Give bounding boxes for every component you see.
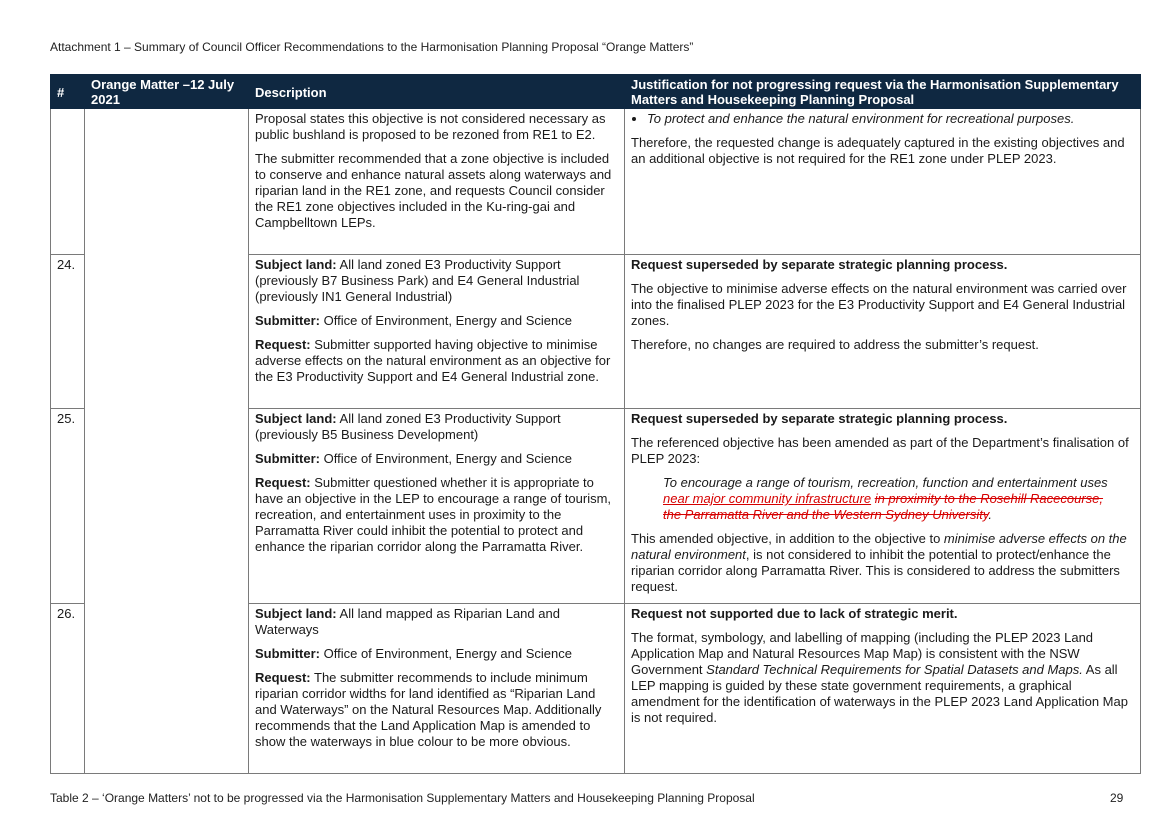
justification-heading: Request not supported due to lack of strategic merit. xyxy=(631,606,958,621)
quote-text: To encourage a range of tourism, recreation, function and entertainment uses xyxy=(663,475,1108,490)
submitter-text: Office of Environment, Energy and Science xyxy=(320,313,572,328)
col-header-number: # xyxy=(51,75,85,109)
subject-text: All land mapped as Riparian Land and Waterways xyxy=(255,606,560,637)
description-cell xyxy=(249,109,625,255)
col-header-description: Description xyxy=(249,75,625,109)
justification-text: As all LEP mapping is guided by these state government requirements, a graphical amendment for the identification of waterways in the PLEP 2023 Land Application Map is not required. xyxy=(631,662,1128,725)
objective-list xyxy=(631,111,1134,127)
description-paragraph: The submitter recommended that a zone objective is included to conserve and enhance natural assets along waterways and riparian land in the RE1 zone, and requests Council consider the RE1 zone objectives included in the Ku-ring-gai and Campbelltown LEPs. xyxy=(255,151,612,230)
row-number: 24. xyxy=(51,255,85,409)
quote-end: . xyxy=(988,507,993,522)
submitter-text: Office of Environment, Energy and Science xyxy=(320,451,572,466)
request-label: Request: xyxy=(255,475,311,490)
page-header: Attachment 1 – Summary of Council Officer Recommendations to the Harmonisation Planning Proposal “Orange Matters” xyxy=(50,40,694,54)
request-text: Submitter supported having objective to minimise adverse effects on the natural environment as an objective for the E3 Productivity Support and E4 General Industrial zone. xyxy=(255,337,611,384)
justification-text: This amended objective, in addition to the objective to xyxy=(631,531,944,546)
description-paragraph: Proposal states this objective is not considered necessary as public bushland is proposed to be rezoned from RE1 to E2. xyxy=(255,111,606,142)
row-number: 26. xyxy=(51,604,85,774)
request-text: Submitter questioned whether it is appropriate to have an objective in the LEP to encourage a range of tourism, recreation, and entertainment uses in proximity to the Parramatta River could inhibit the potential to protect and enhance the riparian corridor along the Parramatta River. xyxy=(255,475,612,554)
justification-paragraph: The referenced objective has been amended as part of the Department’s finalisation of PLEP 2023: xyxy=(631,435,1129,466)
table-caption: Table 2 – ‘Orange Matters’ not to be progressed via the Harmonisation Supplementary Matters and Housekeeping Planning Proposal xyxy=(50,791,755,805)
objective-bullet: • To protect and enhance the natural environment for recreational purposes. xyxy=(647,111,1134,127)
description-cell xyxy=(249,255,625,409)
submitter-label: Submitter: xyxy=(255,451,320,466)
description-cell xyxy=(249,604,625,774)
request-text: The submitter recommends to include minimum riparian corridor widths for land identified as “Riparian Land and Waterways” on the Natural Resources Map. Additionally recommends that the Land Application Map is amended to show the waterways in blue colour to be more obvious. xyxy=(255,670,602,749)
justification-italic: minimise adverse effects on the natural environment xyxy=(631,531,1127,562)
subject-label: Subject land: xyxy=(255,257,337,272)
description-cell xyxy=(249,409,625,604)
justification-cell xyxy=(625,604,1141,774)
orange-matter-cell xyxy=(85,109,249,774)
justification-italic: Standard Technical Requirements for Spatial Datasets and Maps. xyxy=(706,662,1083,677)
recommendations-table xyxy=(50,74,1141,774)
submitter-text: Office of Environment, Energy and Science xyxy=(320,646,572,661)
justification-cell xyxy=(625,409,1141,604)
submitter-label: Submitter: xyxy=(255,313,320,328)
amended-objective-quote xyxy=(663,475,1124,523)
col-header-orange-matter: Orange Matter –12 July 2021 xyxy=(85,75,249,109)
table-header-row xyxy=(51,75,1141,109)
row-number-cell xyxy=(51,109,85,255)
subject-text: All land zoned E3 Productivity Support (previously B7 Business Park) and E4 General Industrial (previously IN1 General Industrial) xyxy=(255,257,580,304)
justification-paragraph xyxy=(631,630,1134,726)
justification-paragraph xyxy=(631,531,1134,595)
row-number: 25. xyxy=(51,409,85,604)
subject-label: Subject land: xyxy=(255,411,337,426)
request-label: Request: xyxy=(255,670,311,685)
justification-cell xyxy=(625,109,1141,255)
submitter-label: Submitter: xyxy=(255,646,320,661)
justification-paragraph: The objective to minimise adverse effects on the natural environment was carried over into the finalised PLEP 2023 for the E3 Productivity Support and E4 General Industrial zones. xyxy=(631,281,1127,328)
justification-heading: Request superseded by separate strategic planning process. xyxy=(631,257,1008,272)
table-row xyxy=(51,109,1141,255)
deleted-text: in proximity to the Rosehill Racecourse, the Parramatta River and the Western Sydney University xyxy=(663,491,1104,522)
justification-heading: Request superseded by separate strategic planning process. xyxy=(631,411,1008,426)
subject-label: Subject land: xyxy=(255,606,337,621)
justification-paragraph: Therefore, no changes are required to address the submitter’s request. xyxy=(631,337,1039,352)
inserted-text: near major community infrastructure xyxy=(663,491,872,506)
justification-text: , is not considered to inhibit the potential to protect/enhance the riparian corridor along Parramatta River. This is considered to address the submitters request. xyxy=(631,547,1120,594)
justification-text: The format, symbology, and labelling of mapping (including the PLEP 2023 Land Application Map and Natural Resources Map Map) is consistent with the NSW Government xyxy=(631,630,1094,677)
request-label: Request: xyxy=(255,337,311,352)
justification-paragraph: Therefore, the requested change is adequately captured in the existing objectives and an additional objective is not required for the RE1 zone under PLEP 2023. xyxy=(631,135,1125,166)
justification-cell xyxy=(625,255,1141,409)
page-number: 29 xyxy=(1110,791,1124,805)
col-header-justification: Justification for not progressing request via the Harmonisation Supplementary Matters and Housekeeping Planning Proposal xyxy=(625,75,1141,109)
subject-text: All land zoned E3 Productivity Support (previously B5 Business Development) xyxy=(255,411,561,442)
